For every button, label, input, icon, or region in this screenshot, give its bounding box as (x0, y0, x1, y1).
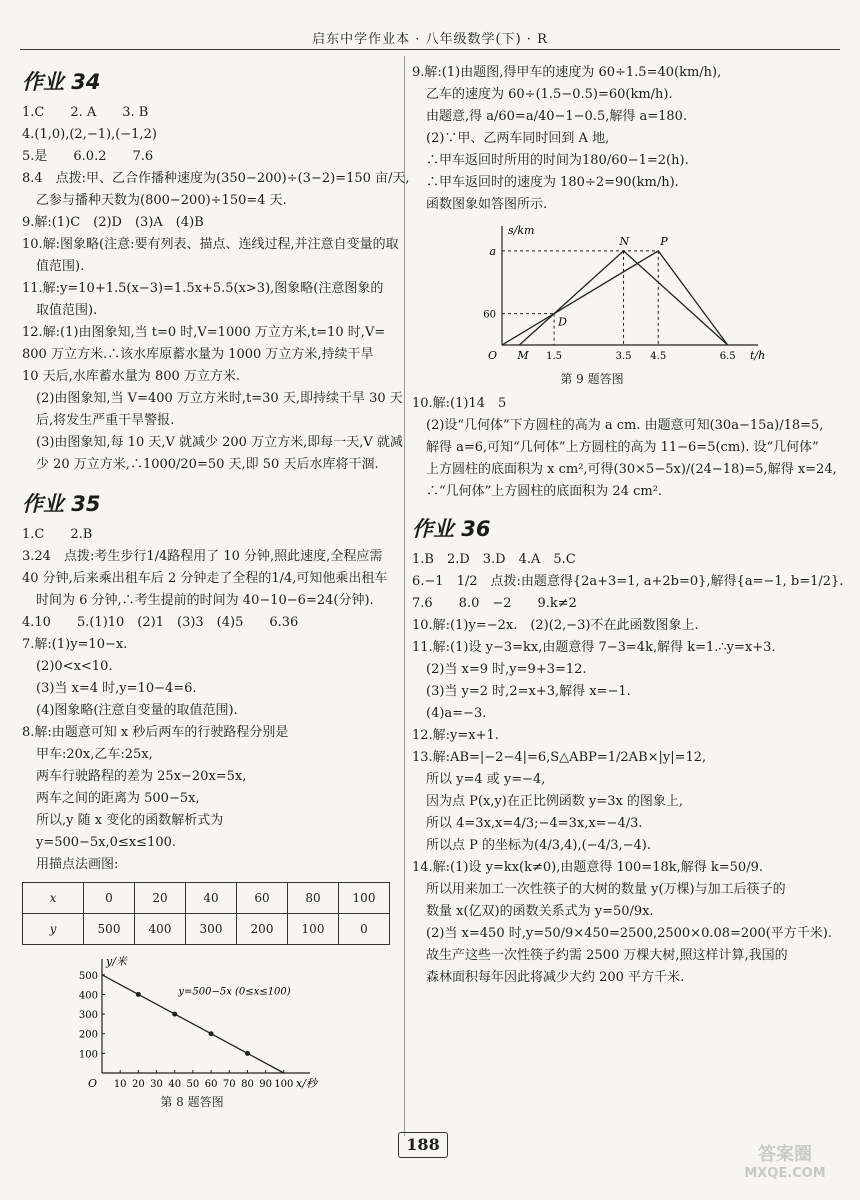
q10-answer (412, 393, 842, 503)
answer-line: 函数图象如答图所示. (426, 197, 548, 212)
answer-line: 3.24 点拨:考生步行1/4路程用了 10 分钟,照此速度,全程应需 (22, 549, 383, 564)
answer-line: 4.(1,0),(2,−1),(−1,2) (22, 127, 157, 142)
answer-line: 10.解:(1)y=−2x. (2)(2,−3)不在此函数图象上. (412, 618, 699, 633)
x-tick-label: 40 (168, 1079, 182, 1090)
watermark-url: MXQE.COM (744, 1166, 826, 1181)
answer-line: y=500−5x,0≤x≤100. (36, 835, 177, 850)
hw34-answers (22, 102, 410, 476)
answer-line: 9.解:(1)由题图,得甲车的速度为 60÷1.5=40(km/h), (412, 65, 722, 80)
answer-line: 甲车:20x,乙车:25x, (36, 747, 153, 762)
origin-label: O (88, 1077, 98, 1090)
answer-line: 少 20 万立方米,∴1000/20=50 天,即 50 天后水库将干涸. (36, 457, 379, 472)
answer-line: 森林面积每年因此将减少大约 200 平方千米. (426, 970, 685, 985)
answer-line: 14.解:(1)设 y=kx(k≠0),由题意得 100=18k,解得 k=50/9. (412, 860, 763, 875)
table-cell: 400 (135, 914, 186, 945)
answer-line: 11.解:y=10+1.5(x−3)=1.5x+5.5(x>3),图象略(注意图象的 (22, 281, 384, 296)
answer-line: 7.6 8.0 −2 9.k≠2 (412, 596, 577, 611)
left-column (22, 62, 410, 1110)
x-tick-label: 6.5 (719, 351, 736, 362)
answer-line: 8.4 点拨:甲、乙合作播种速度为(350−200)÷(3−2)=150 亩/天, (22, 171, 410, 186)
answer-line: 13.解:AB=|−2−4|=6,S△ABP=1/2AB×|y|=12, (412, 750, 707, 765)
answer-line: 8.解:由题意可知 x 秒后两车的行驶路程分别是 (22, 725, 289, 740)
table-row (23, 914, 390, 945)
point-label: O (488, 349, 498, 362)
x-tick-label: 90 (259, 1079, 273, 1090)
answer-line: 因为点 P(x,y)在正比例函数 y=3x 的图象上, (426, 794, 684, 809)
answer-line: 所以 y=4 或 y=−4, (426, 772, 546, 787)
x-axis-label: t/h (750, 349, 766, 362)
x-tick-label: 10 (113, 1079, 127, 1090)
answer-line: 1.C 2.B (22, 527, 93, 542)
answer-line: (3)当 x=4 时,y=10−4=6. (36, 681, 197, 696)
answer-line: (4)图象略(注意自变量的取值范围). (36, 703, 238, 718)
table-cell: x (23, 883, 84, 914)
answer-line: 1.B 2.D 3.D 4.A 5.C (412, 552, 576, 567)
x-tick-label: 70 (222, 1079, 236, 1090)
values-table (22, 882, 390, 945)
y-tick-label: 60 (483, 309, 496, 321)
data-point (209, 1031, 214, 1036)
answer-line: ∴甲车返回时所用的时间为180/60−1=2(h). (426, 153, 689, 168)
answer-line: ∴甲车返回时的速度为 180÷2=90(km/h). (426, 175, 679, 190)
table-cell: 500 (84, 914, 135, 945)
page-header: 启东中学作业本 · 八年级数学(下) · R (312, 32, 548, 47)
answer-line: (2)当 x=450 时,y=50/9×450=2500,2500×0.08=200(平方千米). (426, 926, 832, 941)
hw35-answers (22, 524, 397, 876)
answer-line: 5.是 6.0.2 7.6 (22, 149, 154, 164)
answer-line: 两车行驶路程的差为 25x−20x=5x, (36, 769, 247, 784)
answer-line: (2)设“几何体”下方圆柱的高为 a cm. 由题意可知(30a−15a)/18=5, (426, 418, 824, 433)
y-axis-label: y/米 (106, 955, 127, 968)
table-cell: 80 (288, 883, 339, 914)
answer-line: (3)当 y=2 时,2=x+3,解得 x=−1. (426, 684, 631, 699)
answer-line: 12.解:y=x+1. (412, 728, 499, 743)
answer-line: (2)由图象知,当 V=400 万立方米时,t=30 天,即持续干旱 30 天 (36, 391, 403, 406)
header-rule (20, 49, 840, 50)
section-title-36: 作业 36 (412, 517, 491, 541)
answer-line: 由题意,得 a/60=a/40−1−0.5,解得 a=180. (426, 109, 688, 124)
table-cell: 20 (135, 883, 186, 914)
answer-line: 两车之间的距离为 500−5x, (36, 791, 200, 806)
page-number: 188 (398, 1132, 448, 1158)
y-tick-label: 500 (78, 970, 98, 982)
table-cell: 60 (237, 883, 288, 914)
data-point (136, 992, 141, 997)
section-title-35: 作业 35 (22, 492, 101, 516)
table-cell: 0 (339, 914, 390, 945)
answer-line: 乙车的速度为 60÷(1.5−0.5)=60(km/h). (426, 87, 673, 102)
answer-line: 800 万立方米.∴该水库原蓄水量为 1000 万立方米,持续干旱 (22, 347, 374, 362)
x-tick-label: 20 (131, 1079, 145, 1090)
answer-line: 10.解:(1)14 5 (412, 396, 507, 411)
data-point (245, 1051, 250, 1056)
y-tick-label: 400 (78, 990, 98, 1002)
table-cell: 200 (237, 914, 288, 945)
answer-line: 数量 x(亿双)的函数关系式为 y=50/9x. (426, 904, 654, 919)
answer-line: (2)0<x<10. (36, 659, 113, 674)
answer-line: ∴“几何体”上方圆柱的底面积为 24 cm². (426, 484, 663, 499)
x-tick-label: 1.5 (546, 351, 563, 362)
answer-line: 10 天后,水库蓄水量为 800 万立方米. (22, 369, 241, 384)
answer-line: 10.解:图象略(注意:要有列表、描点、连线过程,并注意自变量的取 (22, 237, 399, 252)
x-tick-label: 50 (186, 1079, 200, 1090)
y-tick-label: 100 (78, 1049, 98, 1061)
watermark-text: 答案圈 (758, 1144, 812, 1165)
answer-line: 所以,y 随 x 变化的函数解析式为 (36, 813, 224, 828)
answer-line: (4)a=−3. (426, 706, 487, 721)
point-label: M (517, 349, 529, 362)
answer-line: 4.10 5.(1)10 (2)1 (3)3 (4)5 6.36 (22, 615, 299, 630)
x-tick-label: 100 (274, 1079, 294, 1090)
x-tick-label: 60 (204, 1079, 218, 1090)
table-row (23, 883, 390, 914)
section-title-34: 作业 34 (22, 70, 101, 94)
answer-line: 后,将发生严重干旱警报. (36, 413, 175, 428)
point-label: D (558, 315, 567, 329)
y-tick-label: a (489, 244, 496, 258)
answer-line: 所以点 P 的坐标为(4/3,4),(−4/3,−4). (426, 838, 651, 853)
x-axis-label: x/秒 (296, 1077, 317, 1090)
answer-line: 乙参与播种天数为(800−200)÷150=4 天. (36, 193, 287, 208)
answer-line: (3)由图象知,每 10 天,V 就减少 200 万立方米,即每一天,V 就减 (36, 435, 403, 450)
answer-line: 故生产这些一次性筷子约需 2500 万棵大树,照这样计算,我国的 (426, 948, 788, 963)
table-cell: 40 (186, 883, 237, 914)
data-point (172, 1012, 177, 1017)
hw36-answers (412, 549, 842, 989)
point-label: P (660, 234, 668, 248)
watermark-logo (730, 1140, 840, 1188)
x-tick-label: 30 (150, 1079, 163, 1090)
series-label: y=500−5x (0≤x≤100) (178, 986, 291, 998)
answer-line: 11.解:(1)设 y−3=kx,由题意得 7−3=4k,解得 k=1.∴y=x+3. (412, 640, 776, 655)
figure-8-chart (62, 953, 322, 1093)
answer-line: (2)当 x=9 时,y=9+3=12. (426, 662, 587, 677)
answer-line: 40 分钟,后来乘出租车后 2 分钟走了全程的1/4,可知他乘出租车 (22, 571, 388, 586)
table-cell: 0 (84, 883, 135, 914)
table-cell: y (23, 914, 84, 945)
answer-line: 12.解:(1)由图象知,当 t=0 时,V=1000 万立方米,t=10 时,V= (22, 325, 386, 340)
answer-line: 用描点法画图: (36, 857, 119, 872)
answer-line: 所以用来加工一次性筷子的大树的数量 y(万棵)与加工后筷子的 (426, 882, 786, 897)
answer-line: 取值范围). (36, 303, 98, 318)
answer-line: 上方圆柱的底面积为 x cm²,可得(30×5−5x)/(24−18)=5,解得 x=24, (426, 462, 837, 477)
answer-line: 9.解:(1)C (2)D (3)A (4)B (22, 215, 204, 230)
y-tick-label: 300 (78, 1010, 98, 1022)
table-cell: 300 (186, 914, 237, 945)
table-cell: 100 (339, 883, 390, 914)
y-tick-label: 200 (78, 1029, 98, 1041)
figure-9-caption: 第 9 题答图 (560, 372, 624, 386)
answer-line: (2)∵甲、乙两车同时回到 A 地, (426, 131, 610, 146)
x-tick-label: 80 (241, 1079, 254, 1090)
y-axis-label: s/km (508, 224, 535, 237)
x-tick-label: 4.5 (650, 351, 667, 362)
answer-line: 所以 4=3x,x=4/3;−4=3x,x=−4/3. (426, 816, 643, 831)
answer-line: 6.−1 1/2 点拨:由题意得{2a+3=1, a+2b=0},解得{a=−1, b=1/2}. (412, 574, 844, 589)
figure-9-chart (472, 220, 772, 370)
answer-line: 1.C 2. A 3. B (22, 105, 149, 120)
right-column (412, 62, 842, 989)
answer-line: 解得 a=6,可知“几何体”上方圆柱的高为 11−6=5(cm). 设“几何体” (426, 440, 819, 455)
table-cell: 100 (288, 914, 339, 945)
answer-line: 值范围). (36, 259, 85, 274)
column-divider (404, 56, 405, 1136)
point-label: N (619, 234, 630, 248)
q9-answer (412, 62, 842, 216)
answer-line: 7.解:(1)y=10−x. (22, 637, 128, 652)
figure-8-caption: 第 8 题答图 (160, 1095, 224, 1109)
answer-line: 时间为 6 分钟,∴考生提前的时间为 40−10−6=24(分钟). (36, 593, 374, 608)
x-tick-label: 3.5 (615, 351, 632, 362)
